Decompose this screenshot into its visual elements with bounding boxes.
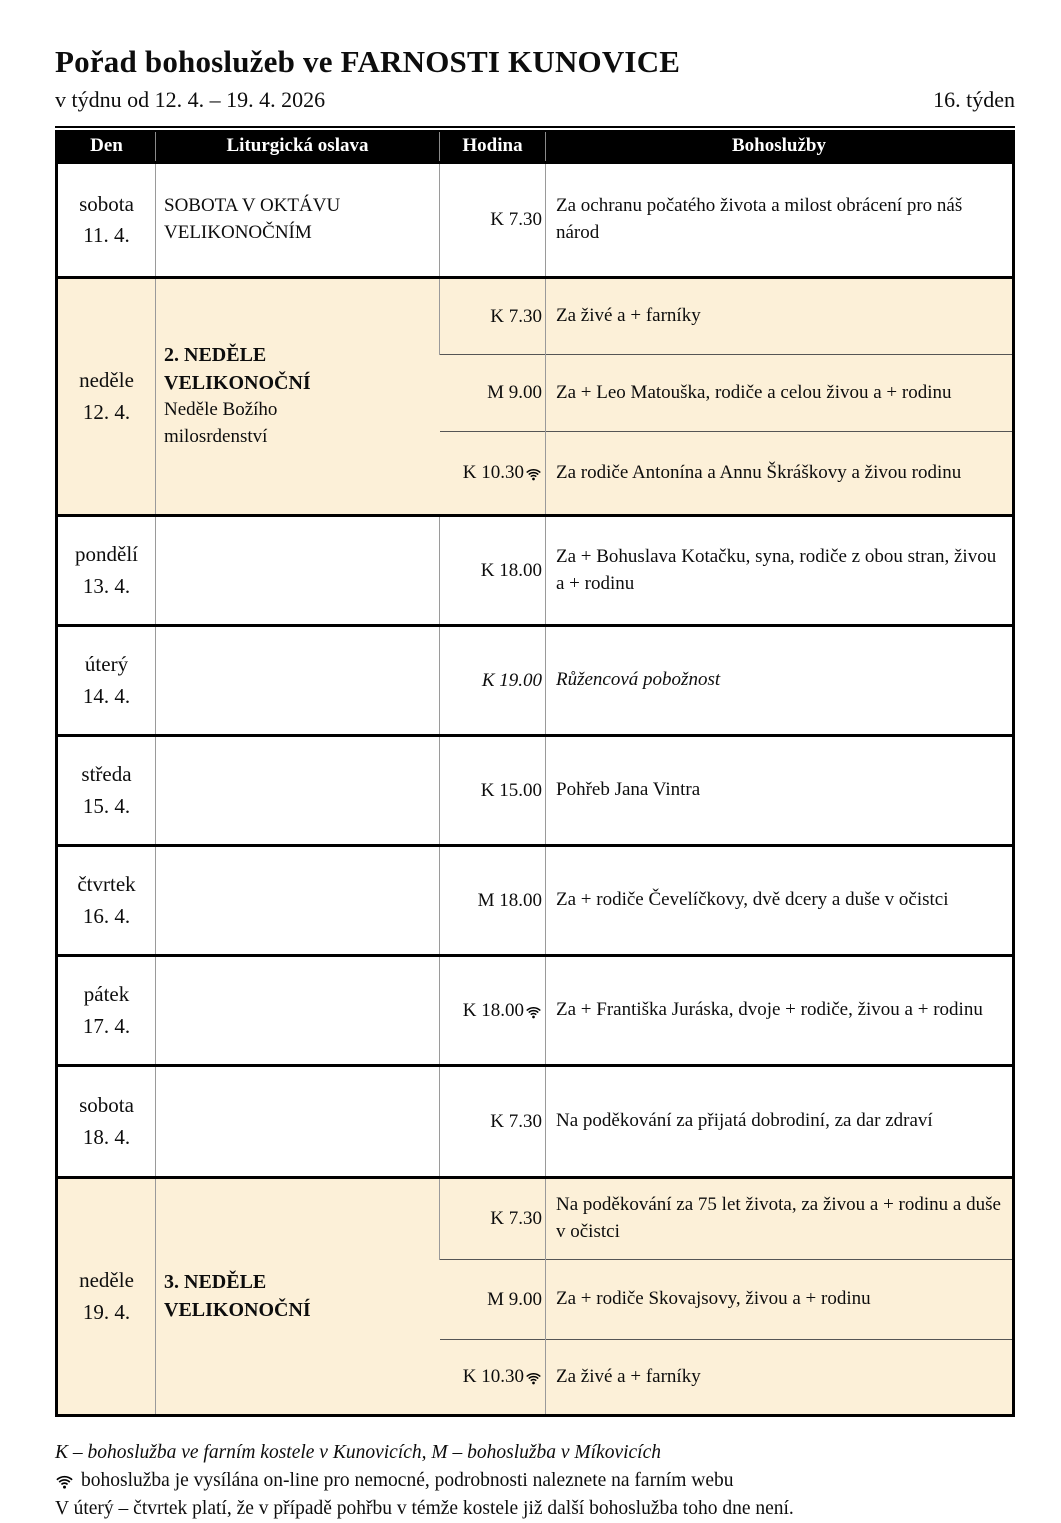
day-name: neděle (79, 1268, 134, 1292)
table-top-rule (55, 126, 1015, 128)
day-name: úterý (84, 652, 129, 676)
time-cell (440, 516, 546, 626)
table-row (57, 1178, 1014, 1260)
time-cell (440, 1340, 546, 1416)
time-cell (440, 1178, 546, 1260)
intention-cell: Na poděkování za přijatá dobrodiní, za dar zdraví (546, 1066, 1014, 1178)
liturgy-cell (156, 1066, 440, 1178)
funeral-note: V úterý – čtvrtek platí, že v případě pohřbu v témže kostele již další bohoslužba toho dne není. (55, 1497, 794, 1519)
week-date-range: v týdnu od 12. 4. – 19. 4. 2026 (55, 87, 326, 112)
day-name: sobota (79, 191, 134, 216)
day-date: 15. 4. (82, 793, 131, 818)
mass-time: K 10.30 (462, 1366, 524, 1387)
online-note-text: bohoslužba je vysílána on-line pro nemocné, podrobnosti naleznete na farním webu (81, 1469, 734, 1491)
day-name: středa (81, 762, 132, 786)
time-cell (440, 956, 546, 1066)
day-cell (57, 846, 156, 956)
mass-time: K 7.30 (490, 209, 542, 230)
mass-time: M 18.00 (477, 889, 542, 911)
day-cell (57, 1178, 156, 1416)
table-row (57, 956, 1014, 1066)
wifi-icon (525, 1005, 542, 1019)
day-cell (57, 163, 156, 278)
day-name: pondělí (75, 542, 138, 566)
liturgy-cell (156, 846, 440, 956)
week-number: 16. týden (933, 87, 1015, 112)
column-header-services: Bohoslužby (546, 131, 1014, 163)
table-row (57, 846, 1014, 956)
column-header-liturgy: Liturgická oslava (156, 131, 440, 163)
liturgy-name: 2. NEDĚLE VELIKONOČNÍ (164, 343, 311, 394)
mass-schedule-table (55, 130, 1015, 1417)
wifi-icon (525, 1371, 542, 1385)
mass-time: K 18.00 (480, 559, 542, 581)
intention-cell: Růžencová pobožnost (546, 626, 1014, 736)
day-cell (57, 278, 156, 516)
mass-time: K 15.00 (480, 779, 542, 801)
intention-cell: Za rodiče Antonína a Annu Škráškovy a živou rodinu (546, 432, 1014, 516)
intention-cell: Na poděkování za 75 let života, za živou a + rodinu a duše v očistci (546, 1178, 1014, 1260)
liturgy-name: 3. NEDĚLE VELIKONOČNÍ (164, 1270, 311, 1321)
intention-cell: Za + rodiče Čevelíčkovy, dvě dcery a duše v očistci (546, 846, 1014, 956)
mass-time: K 18.00 (462, 999, 524, 1021)
intention-cell: Pohřeb Jana Vintra (546, 736, 1014, 846)
day-cell (57, 1066, 156, 1178)
day-date: 13. 4. (82, 573, 131, 598)
mass-time: K 7.30 (490, 1110, 542, 1132)
time-cell (440, 432, 546, 516)
day-name: sobota (79, 1093, 134, 1117)
table-row (57, 278, 1014, 355)
day-cell (57, 626, 156, 736)
day-date: 16. 4. (82, 903, 131, 928)
online-note (55, 1467, 1015, 1495)
day-name: čtvrtek (77, 872, 136, 896)
time-cell (440, 1260, 546, 1340)
liturgy-subname: Neděle Božího milosrdenství (164, 399, 278, 448)
liturgy-cell (156, 736, 440, 846)
table-row (57, 516, 1014, 626)
time-cell (440, 355, 546, 432)
intention-cell: Za živé a + farníky (546, 278, 1014, 355)
mass-time: K 19.00 (481, 669, 542, 691)
time-cell (440, 846, 546, 956)
mass-time: M 9.00 (487, 382, 542, 403)
liturgy-cell (156, 278, 440, 516)
time-cell (440, 1066, 546, 1178)
legend-note: K – bohoslužba ve farním kostele v Kunovicích, M – bohoslužba v Míkovicích (55, 1442, 662, 1463)
mass-time: K 7.30 (490, 305, 542, 327)
wifi-icon (55, 1474, 74, 1489)
liturgy-cell (156, 1178, 440, 1416)
table-row (57, 1066, 1014, 1178)
liturgy-name: SOBOTA V OKTÁVU VELIKONOČNÍM (164, 195, 341, 243)
liturgy-cell (156, 626, 440, 736)
day-name: neděle (79, 368, 134, 392)
mass-time: K 7.30 (490, 1208, 542, 1229)
liturgy-cell (156, 163, 440, 278)
table-row (57, 626, 1014, 736)
wifi-icon (525, 467, 542, 481)
page-title: Pořad bohoslužeb ve FARNOSTI KUNOVICE (55, 44, 681, 79)
time-cell (440, 736, 546, 846)
mass-time: M 9.00 (487, 1288, 542, 1310)
time-cell (440, 163, 546, 278)
day-date: 14. 4. (82, 683, 131, 708)
day-date: 11. 4. (83, 223, 130, 247)
day-date: 18. 4. (82, 1124, 131, 1149)
day-name: pátek (83, 982, 130, 1006)
mass-time: K 10.30 (462, 462, 524, 483)
day-date: 19. 4. (82, 1299, 131, 1324)
intention-cell: Za + Leo Matouška, rodiče a celou živou a + rodinu (546, 355, 1014, 432)
table-row (57, 736, 1014, 846)
column-header-day: Den (57, 131, 156, 163)
intention-cell: Za + Františka Juráska, dvoje + rodiče, živou a + rodinu (546, 956, 1014, 1066)
liturgy-cell (156, 516, 440, 626)
day-cell (57, 736, 156, 846)
table-row (57, 163, 1014, 278)
time-cell (440, 626, 546, 736)
subtitle-row (55, 87, 1015, 113)
table-header (57, 131, 1014, 163)
intention-cell: Za + rodiče Skovajsovy, živou a + rodinu (546, 1260, 1014, 1340)
intention-cell: Za živé a + farníky (546, 1340, 1014, 1416)
intention-cell: Za + Bohuslava Kotačku, syna, rodiče z obou stran, živou a + rodinu (546, 516, 1014, 626)
intention-cell: Za ochranu počatého života a milost obrácení pro náš národ (546, 163, 1014, 278)
column-header-time: Hodina (440, 131, 546, 163)
day-cell (57, 516, 156, 626)
day-date: 17. 4. (82, 1013, 131, 1038)
day-cell (57, 956, 156, 1066)
time-cell (440, 278, 546, 355)
footer-notes (55, 1439, 1015, 1523)
day-date: 12. 4. (82, 399, 131, 424)
liturgy-cell (156, 956, 440, 1066)
